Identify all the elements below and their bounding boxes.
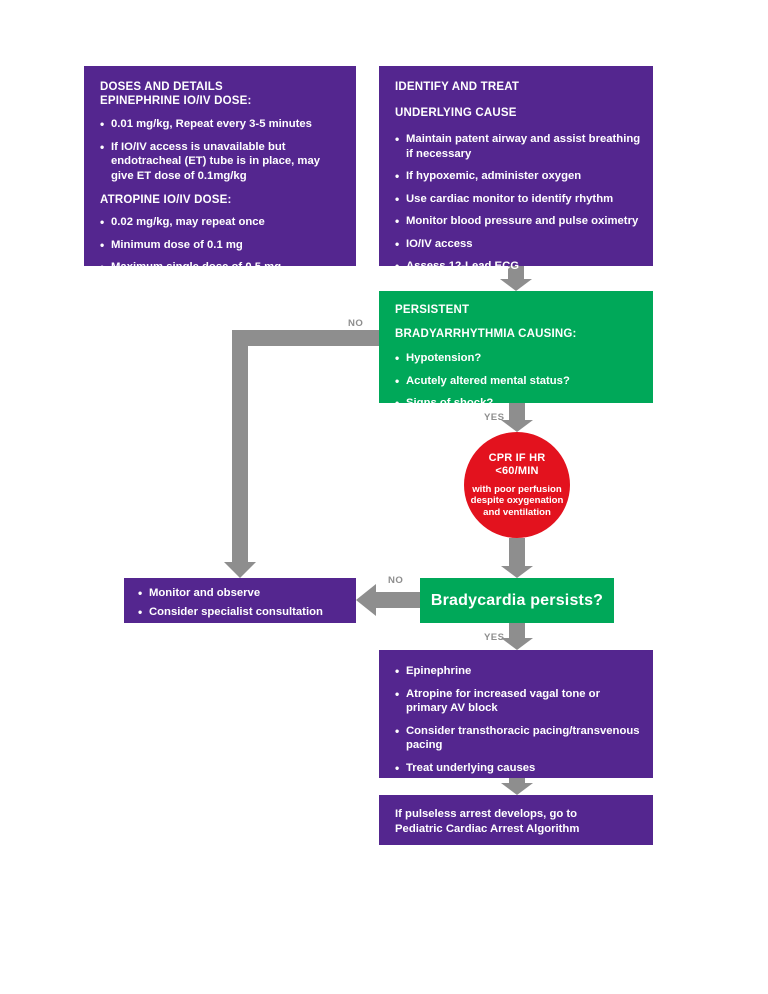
monitor-bullet-list bbox=[138, 586, 346, 619]
edge-label-yes-top: YES bbox=[484, 412, 505, 423]
persistent-bullet-list bbox=[395, 351, 641, 411]
treatment-box bbox=[379, 650, 653, 778]
doses-title-line2: EPINEPHRINE IO/IV DOSE: bbox=[100, 95, 252, 107]
arrow-persistent-no-to-monitor bbox=[224, 330, 379, 578]
bradycardia-persists-label: Bradycardia persists? bbox=[430, 591, 604, 609]
arrow-persists-to-monitor bbox=[356, 584, 420, 616]
arrest-line2: Pediatric Cardiac Arrest Algorithm bbox=[395, 822, 580, 835]
treatment-bullet-list bbox=[395, 664, 641, 775]
cpr-decision-circle bbox=[464, 432, 570, 538]
pulseless-arrest-box bbox=[379, 795, 653, 845]
list-item: • Use cardiac monitor to identify rhythm bbox=[395, 192, 641, 207]
list-item: • Assess 12-Lead ECG bbox=[395, 259, 641, 274]
cpr-sub-line1: with poor perfusion bbox=[472, 483, 562, 495]
cpr-sub-line3: and ventilation bbox=[483, 506, 551, 518]
list-item: • Atropine for increased vagal tone or primary AV block bbox=[395, 687, 641, 716]
edge-label-yes-bottom: YES bbox=[484, 632, 505, 643]
list-item: • 0.01 mg/kg, Repeat every 3-5 minutes bbox=[100, 117, 342, 132]
monitor-and-observe-box bbox=[124, 578, 356, 623]
identify-title-line1: IDENTIFY AND TREAT bbox=[395, 81, 520, 93]
persistent-title-line1: PERSISTENT bbox=[395, 304, 470, 316]
epinephrine-bullet-list bbox=[100, 117, 342, 183]
arrow-persists-to-treat bbox=[501, 623, 533, 650]
list-item: • If hypoxemic, administer oxygen bbox=[395, 169, 641, 184]
list-item: • If IO/IV access is unavailable but endotracheal (ET) tube is in place, may give ET dose of 0.1mg/kg bbox=[100, 140, 342, 184]
cpr-sub-line2: despite oxygenation bbox=[470, 495, 564, 507]
edge-label-no-bottom: NO bbox=[388, 575, 404, 586]
bradycardia-persists-box bbox=[420, 578, 614, 623]
list-item: • Acutely altered mental status? bbox=[395, 374, 641, 389]
list-item: • Monitor blood pressure and pulse oximetry bbox=[395, 214, 641, 229]
cpr-main-line2: <60/MIN bbox=[495, 464, 539, 477]
list-item: • Hypotension? bbox=[395, 351, 641, 366]
list-item: • Maintain patent airway and assist breathing if necessary bbox=[395, 132, 641, 161]
list-item: • Monitor and observe bbox=[138, 586, 346, 601]
cpr-main-line1: CPR IF HR bbox=[488, 451, 546, 464]
doses-title-line1: DOSES AND DETAILS bbox=[100, 81, 223, 93]
list-item: • Consider transthoracic pacing/transvenous pacing bbox=[395, 724, 641, 753]
arrow-treat-to-arrest bbox=[501, 778, 533, 795]
list-item: • 0.02 mg/kg, may repeat once bbox=[100, 215, 342, 230]
list-item: • Signs of shock? bbox=[395, 396, 641, 411]
list-item: • Minimum dose of 0.1 mg bbox=[100, 238, 342, 253]
identify-bullet-list bbox=[395, 132, 641, 274]
doses-and-details-box bbox=[84, 66, 356, 273]
arrest-line1: If pulseless arrest develops, go to bbox=[395, 808, 578, 820]
list-item: • Epinephrine bbox=[395, 664, 641, 679]
list-item: • IO/IV access bbox=[395, 237, 641, 252]
edge-label-no-top: NO bbox=[348, 318, 364, 329]
list-item: • Maximum single dose of 0.5 mg bbox=[100, 260, 342, 275]
atropine-heading: ATROPINE IO/IV DOSE: bbox=[100, 194, 232, 206]
identify-title-line2: UNDERLYING CAUSE bbox=[395, 107, 517, 119]
identify-and-treat-box bbox=[379, 66, 653, 272]
persistent-bradyarrhythmia-box bbox=[379, 291, 653, 409]
persistent-title-line2: BRADYARRHYTHMIA CAUSING: bbox=[395, 328, 577, 340]
list-item: • Consider specialist consultation bbox=[138, 605, 346, 620]
arrow-cpr-to-persists bbox=[501, 538, 533, 578]
list-item: • Treat underlying causes bbox=[395, 761, 641, 776]
atropine-bullet-list bbox=[100, 215, 342, 275]
